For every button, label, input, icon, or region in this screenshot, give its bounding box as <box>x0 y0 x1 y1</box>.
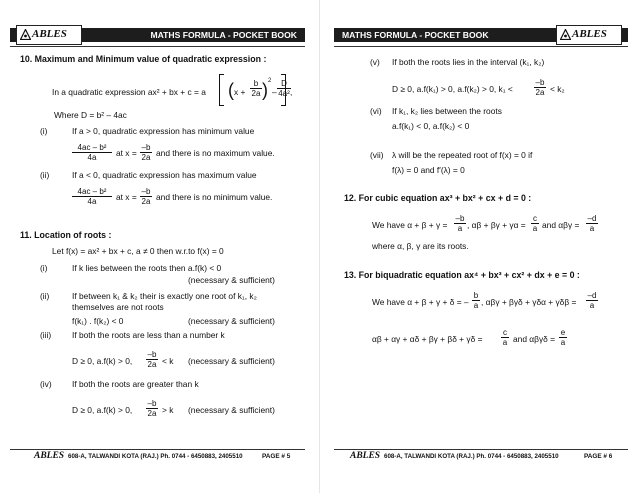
s11-i-label: (i) <box>40 263 48 273</box>
s11-iii-ns: (necessary & sufficient) <box>188 356 275 366</box>
frac-den: 4a² <box>278 89 290 98</box>
frac-den: 2a <box>535 88 545 97</box>
s12-and: and αβγ = <box>542 220 580 230</box>
paren-close: ) <box>262 80 268 100</box>
frac-den: a <box>502 338 508 347</box>
header-rule <box>334 46 628 47</box>
s12-fraction-1 <box>454 214 466 233</box>
s11-iv-label: (iv) <box>40 379 52 389</box>
s11-ii-cond: f(k₁) . f(k₂) < 0 <box>72 316 124 326</box>
frac-den: 2a <box>141 197 151 206</box>
footer-address: 608-A, TALWANDI KOTA (RAJ.) Ph. 0744 - 6450883, 2405510 <box>384 453 559 460</box>
s11-iii-text: If both the roots are less than a number k <box>72 330 225 340</box>
frac-num: b <box>250 79 262 89</box>
s13-mid: , αβγ + βγδ + γδα + γδβ = <box>481 297 577 307</box>
v-rel: < k₂ <box>550 84 565 94</box>
vi-cond: a.f(k₁) < 0, a.f(k₂) < 0 <box>392 121 470 131</box>
header-title: MATHS FORMULA - POCKET BOOK <box>342 30 489 40</box>
s10-ii-tail: and there is no minimum value. <box>156 192 273 202</box>
frac-den: a <box>473 301 479 310</box>
s11-ii-label: (ii) <box>40 291 50 301</box>
page-number: PAGE # 6 <box>584 453 613 460</box>
s10-xplus: x + <box>234 87 246 97</box>
section-12-title: 12. For cubic equation ax³ + bx² + cx + d = 0 : <box>344 193 532 203</box>
logo-text: ABLES <box>572 28 607 40</box>
section-10-title: 10. Maximum and Minimum value of quadratic expression : <box>20 54 267 64</box>
frac-den: 2a <box>141 153 151 162</box>
s10-ii-label: (ii) <box>40 170 50 180</box>
ables-logo <box>16 25 82 45</box>
s10-square: 2 <box>268 78 272 84</box>
frac-num: –b <box>141 143 151 152</box>
frac-den: 2a <box>251 89 261 98</box>
s11-iii-fraction <box>146 350 158 369</box>
logo-text: ABLES <box>32 28 67 40</box>
s12-we-have: We have α + β + γ = <box>372 220 448 230</box>
s10-i-value-fraction <box>72 143 112 162</box>
frac-den: a <box>560 338 566 347</box>
section-11-title: 11. Location of roots : <box>20 230 112 240</box>
s13-we-have: We have α + β + γ + δ = – <box>372 297 469 307</box>
v-fraction <box>534 78 546 97</box>
s10-i-x-fraction <box>140 143 152 162</box>
frac-num: b <box>473 291 479 300</box>
page-right <box>319 0 638 493</box>
paren-open: ( <box>228 80 234 100</box>
frac-num: D <box>277 79 291 89</box>
s11-iv-fraction <box>146 399 158 418</box>
vi-label: (vi) <box>370 106 382 116</box>
s10-ii-x-fraction <box>140 187 152 206</box>
s11-iii-rel: < k <box>162 356 174 366</box>
s11-iii-cond: D ≥ 0, a.f(k) > 0, <box>72 356 133 366</box>
frac-num: 4ac – b² <box>72 143 112 153</box>
footer-rule <box>334 449 628 450</box>
vi-text: If k₁, k₂ lies between the roots <box>392 106 502 116</box>
frac-num: –b <box>535 78 545 87</box>
frac-den: a <box>589 224 595 233</box>
frac-num: –b <box>147 350 157 359</box>
s11-ii-ns: (necessary & sufficient) <box>188 316 275 326</box>
frac-den: 4a <box>87 153 97 162</box>
s13-fraction-3 <box>501 328 509 347</box>
frac-num: –d <box>587 291 597 300</box>
s11-ii-text1: If between k₁ & k₂ their is exactly one root of k₁, k₂ <box>72 291 257 301</box>
s11-i-text: If k lies between the roots then a.f(k) < 0 <box>72 263 222 273</box>
logo-mark-icon <box>560 29 571 40</box>
s11-iv-ns: (necessary & sufficient) <box>188 405 275 415</box>
s10-i-label: (i) <box>40 126 48 136</box>
s10-ii-text: If a < 0, quadratic expression has maximum value <box>72 170 257 180</box>
logo-mark-icon <box>20 29 31 40</box>
frac-den: 2a <box>147 409 157 418</box>
s11-iv-text: If both the roots are greater than k <box>72 379 199 389</box>
page-number: PAGE # 5 <box>262 453 291 460</box>
frac-den: 4a <box>87 197 97 206</box>
s10-fraction-d-4a2 <box>277 79 291 98</box>
frac-num: –b <box>455 214 465 223</box>
footer-logo: ABLES <box>350 451 381 461</box>
frac-num: c <box>533 214 537 223</box>
frac-num: 4ac – b² <box>72 187 112 197</box>
s13-and: and αβγδ = <box>513 334 556 344</box>
s12-where: where α, β, γ are its roots. <box>372 241 469 251</box>
s12-fraction-2 <box>531 214 539 233</box>
big-bracket-left-cap <box>219 74 224 106</box>
s12-fraction-3 <box>586 214 598 233</box>
header-rule <box>10 46 305 47</box>
frac-den: 2a <box>147 360 157 369</box>
footer-rule <box>10 449 305 450</box>
vii-text: λ will be the repeated root of f(x) = 0 if <box>392 150 533 160</box>
footer-logo: ABLES <box>34 451 65 461</box>
s13-fraction-2 <box>586 291 598 310</box>
s10-minus: – <box>272 87 277 97</box>
frac-den: a <box>532 224 538 233</box>
s10-i-text: If a > 0, quadratic expression has minimum value <box>72 126 255 136</box>
s11-iv-rel: > k <box>162 405 174 415</box>
s12-mid: , αβ + βγ + γα = <box>467 220 526 230</box>
s10-i-tail: and there is no maximum value. <box>156 148 275 158</box>
s10-comma: , <box>290 87 293 97</box>
v-cond: D ≥ 0, a.f(k₁) > 0, a.f(k₂) > 0, k₁ < <box>392 84 513 94</box>
frac-num: c <box>503 328 507 337</box>
v-label: (v) <box>370 57 380 67</box>
ables-logo <box>556 25 622 45</box>
s10-fraction-b-2a <box>250 79 262 98</box>
s10-where: Where D = b² – 4ac <box>54 110 127 120</box>
header-title: MATHS FORMULA - POCKET BOOK <box>150 30 297 40</box>
s10-ii-at: at x = <box>116 192 137 202</box>
s10-intro: In a quadratic expression ax² + bx + c = a <box>52 87 206 97</box>
frac-den: a <box>589 301 595 310</box>
frac-num: –d <box>587 214 597 223</box>
frac-num: e <box>560 328 566 337</box>
s13-line-2: αβ + αγ + αδ + βγ + βδ + γδ = <box>372 334 483 344</box>
s13-fraction-1 <box>472 291 480 310</box>
footer-address: 608-A, TALWANDI KOTA (RAJ.) Ph. 0744 - 6450883, 2405510 <box>68 453 243 460</box>
s11-iv-cond: D ≥ 0, a.f(k) > 0, <box>72 405 133 415</box>
v-text: If both the roots lies in the interval (k₁, k₂) <box>392 57 545 67</box>
frac-num: –b <box>141 187 151 196</box>
s10-ii-value-fraction <box>72 187 112 206</box>
s10-i-at: at x = <box>116 148 137 158</box>
s13-fraction-4 <box>559 328 567 347</box>
s11-iii-label: (iii) <box>40 330 52 340</box>
s11-i-ns: (necessary & sufficient) <box>188 275 275 285</box>
frac-den: a <box>457 224 463 233</box>
vii-label: (vii) <box>370 150 384 160</box>
frac-num: –b <box>147 399 157 408</box>
section-13-title: 13. For biquadratic equation ax⁴ + bx³ + cx² + dx + e = 0 : <box>344 270 580 280</box>
s11-ii-text2: themselves are not roots <box>72 302 164 312</box>
vii-cond: f(λ) = 0 and f′(λ) = 0 <box>392 165 465 175</box>
s11-let: Let f(x) = ax² + bx + c, a ≠ 0 then w.r.to f(x) = 0 <box>52 246 224 256</box>
